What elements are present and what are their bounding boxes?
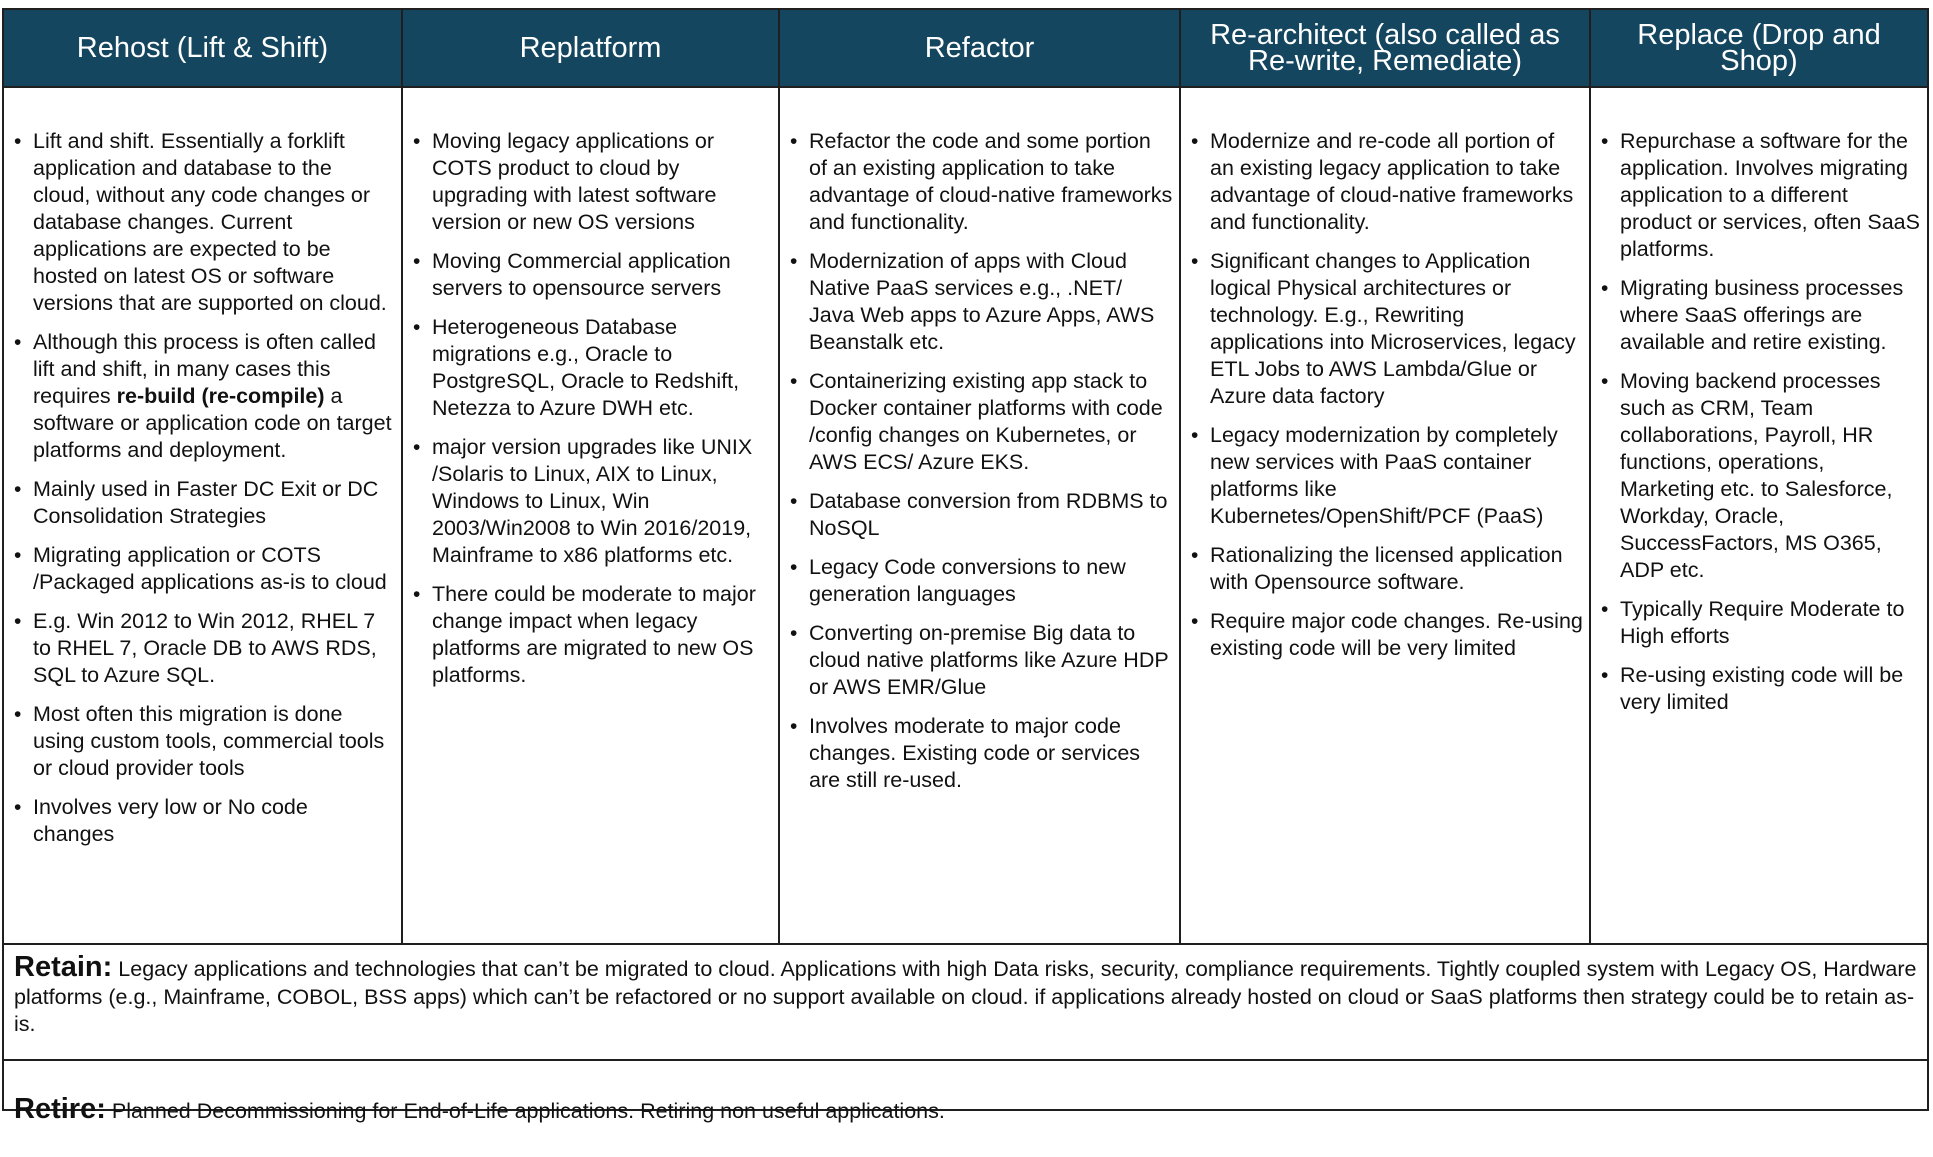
retain-cell: [4, 944, 1927, 1060]
bullet-text: Most often this migration is done using custom tools, commercial tools or cloud provider tools: [33, 702, 385, 780]
column-header-replace: Replace (Drop and Shop): [1590, 10, 1927, 87]
bullet-item: [1599, 368, 1921, 584]
bullet-item: [1189, 422, 1583, 530]
bullet-item: [12, 476, 395, 530]
bullet-text: Database conversion from RDBMS to NoSQL: [809, 489, 1168, 540]
bullet-text: Heterogeneous Database migrations e.g., Oracle to PostgreSQL, Oracle to Redshift, Netezza to Azure DWH etc.: [432, 315, 740, 420]
retire-cell: [4, 1060, 1927, 1157]
bullet-text: Rationalizing the licensed application with Opensource software.: [1210, 543, 1563, 594]
column-body-rehost: [4, 87, 402, 944]
bullet-text: Require major code changes. Re-using existing code will be very limited: [1210, 609, 1583, 660]
bullet-text: Legacy modernization by completely new services with PaaS container platforms like Kubernetes/OpenShift/PCF (PaaS): [1210, 423, 1558, 528]
bullet-text: Converting on-premise Big data to cloud native platforms like Azure HDP or AWS EMR/Glue: [809, 621, 1169, 699]
retire-label: Retire:: [14, 1092, 106, 1125]
bullet-item: [788, 620, 1173, 701]
bullet-text: major version upgrades like UNIX /Solaris to Linux, AIX to Linux, Windows to Linux, Win 2003/Win2008 to Win 2016/2019, Mainframe to x86 platforms etc.: [432, 435, 753, 567]
bullet-item: [788, 554, 1173, 608]
bullet-item: [1599, 662, 1921, 716]
bullet-item: [788, 248, 1173, 356]
bullet-list: [1189, 128, 1583, 662]
bullet-item: [411, 581, 772, 689]
bullet-text: Re-using existing code will be very limited: [1620, 663, 1904, 714]
column-header-replatform: Replatform: [402, 10, 779, 87]
bullet-item: [788, 368, 1173, 476]
bullet-list: [12, 128, 395, 848]
bullet-text: Involves moderate to major code changes. Existing code or services are still re-used.: [809, 714, 1141, 792]
bullet-item: [12, 128, 395, 317]
bullet-text: Although this process is often called lift and shift, in many cases this requires: [33, 330, 377, 408]
bullet-text: Legacy Code conversions to new generation languages: [809, 555, 1126, 606]
bullet-text: Repurchase a software for the application. Involves migrating application to a different product or services, often SaaS platforms.: [1620, 129, 1920, 261]
retain-label: Retain:: [14, 951, 113, 983]
bullet-text: Moving legacy applications or COTS product to cloud by upgrading with latest software version or new OS versions: [432, 129, 717, 234]
column-header-refactor: Refactor: [779, 10, 1180, 87]
bullet-text: There could be moderate to major change impact when legacy platforms are migrated to new OS platforms.: [432, 582, 756, 687]
bullet-item: [1189, 608, 1583, 662]
retain-row: [4, 944, 1927, 1060]
bullet-text: Typically Require Moderate to High efforts: [1620, 597, 1905, 648]
migration-strategy-table: [2, 8, 1929, 1125]
bullet-item: [1189, 128, 1583, 236]
bullet-bold-text: re-build (re-compile): [116, 384, 325, 408]
bullet-text: Containerizing existing app stack to Docker container platforms with code /config changes on Kubernetes, or AWS ECS/ Azure EKS.: [809, 369, 1163, 474]
retire-text: Planned Decommissioning for End-of-Life applications. Retiring non useful applications.: [111, 1098, 945, 1123]
bullet-item: [12, 701, 395, 782]
bullet-item: [1599, 596, 1921, 650]
bullet-list: [788, 128, 1173, 794]
bullet-item: [12, 608, 395, 689]
bullet-text: E.g. Win 2012 to Win 2012, RHEL 7 to RHEL 7, Oracle DB to AWS RDS, SQL to Azure SQL.: [33, 609, 377, 687]
bullet-text: Migrating business processes where SaaS offerings are available and retire existing.: [1620, 276, 1904, 354]
bullet-text: Involves very low or No code changes: [33, 795, 308, 846]
retain-text: Legacy applications and technologies that can’t be migrated to cloud. Applications with high Data risks, security, compliance requirements. Tightly coupled system with Legacy OS, Hardware platforms (e.g., Mainframe, COBOL, BSS apps) which can’t be refactored or no support available on cloud. if applications already hosted on cloud or SaaS platforms then strategy could be to retain as-is.: [14, 957, 1917, 1036]
column-body-refactor: [779, 87, 1180, 944]
bullet-item: [12, 542, 395, 596]
column-body-replatform: [402, 87, 779, 944]
bullet-item: [788, 488, 1173, 542]
strategy-grid: [4, 10, 1927, 1157]
bullet-item: [411, 248, 772, 302]
column-header-rehost: Rehost (Lift & Shift): [4, 10, 402, 87]
column-body-replace: [1590, 87, 1927, 944]
bullet-text: Modernize and re-code all portion of an existing legacy application to take advantage of cloud-native frameworks and functionality.: [1210, 129, 1574, 234]
bullet-item: [1599, 275, 1921, 356]
bullet-text: Modernization of apps with Cloud Native PaaS services e.g., .NET/ Java Web apps to Azure Apps, AWS Beanstalk etc.: [809, 249, 1155, 354]
header-row: [4, 10, 1927, 87]
bullet-text: Significant changes to Application logical Physical architectures or technology. E.g., Rewriting applications into Microservices, legacy ETL Jobs to AWS Lambda/Glue or Azure data factory: [1210, 249, 1576, 408]
bullet-item: [1599, 128, 1921, 263]
column-body-rearchitect: [1180, 87, 1590, 944]
bullet-text: Refactor the code and some portion of an existing application to take advantage of cloud-native frameworks and functionality.: [809, 129, 1173, 234]
bullet-item: [411, 128, 772, 236]
bullet-text: Moving backend processes such as CRM, Team collaborations, Payroll, HR functions, operations, Marketing etc. to Salesforce, Workday, Oracle, SuccessFactors, MS O365, ADP etc.: [1620, 369, 1893, 582]
bullet-text: Lift and shift. Essentially a forklift application and database to the cloud, without any code changes or database changes. Current applications are expected to be hosted on latest OS or software versions that are supported on cloud.: [33, 129, 387, 315]
body-row: [4, 87, 1927, 944]
bullet-item: [1189, 248, 1583, 410]
bullet-text: a software or application code on target platforms and deployment.: [33, 384, 392, 462]
bullet-item: [411, 314, 772, 422]
retire-row: [4, 1060, 1927, 1157]
column-header-rearchitect: Re-architect (also called as Re-write, Remediate): [1180, 10, 1590, 87]
bullet-list: [1599, 128, 1921, 716]
bullet-text: Moving Commercial application servers to opensource servers: [432, 249, 731, 300]
bullet-text: Migrating application or COTS /Packaged applications as-is to cloud: [33, 543, 387, 594]
bullet-item: [788, 713, 1173, 794]
bullet-item: [788, 128, 1173, 236]
bullet-item: [1189, 542, 1583, 596]
bullet-item: [411, 434, 772, 569]
bullet-item: [12, 794, 395, 848]
bullet-item: [12, 329, 395, 464]
bullet-list: [411, 128, 772, 689]
bullet-text: Mainly used in Faster DC Exit or DC Consolidation Strategies: [33, 477, 379, 528]
